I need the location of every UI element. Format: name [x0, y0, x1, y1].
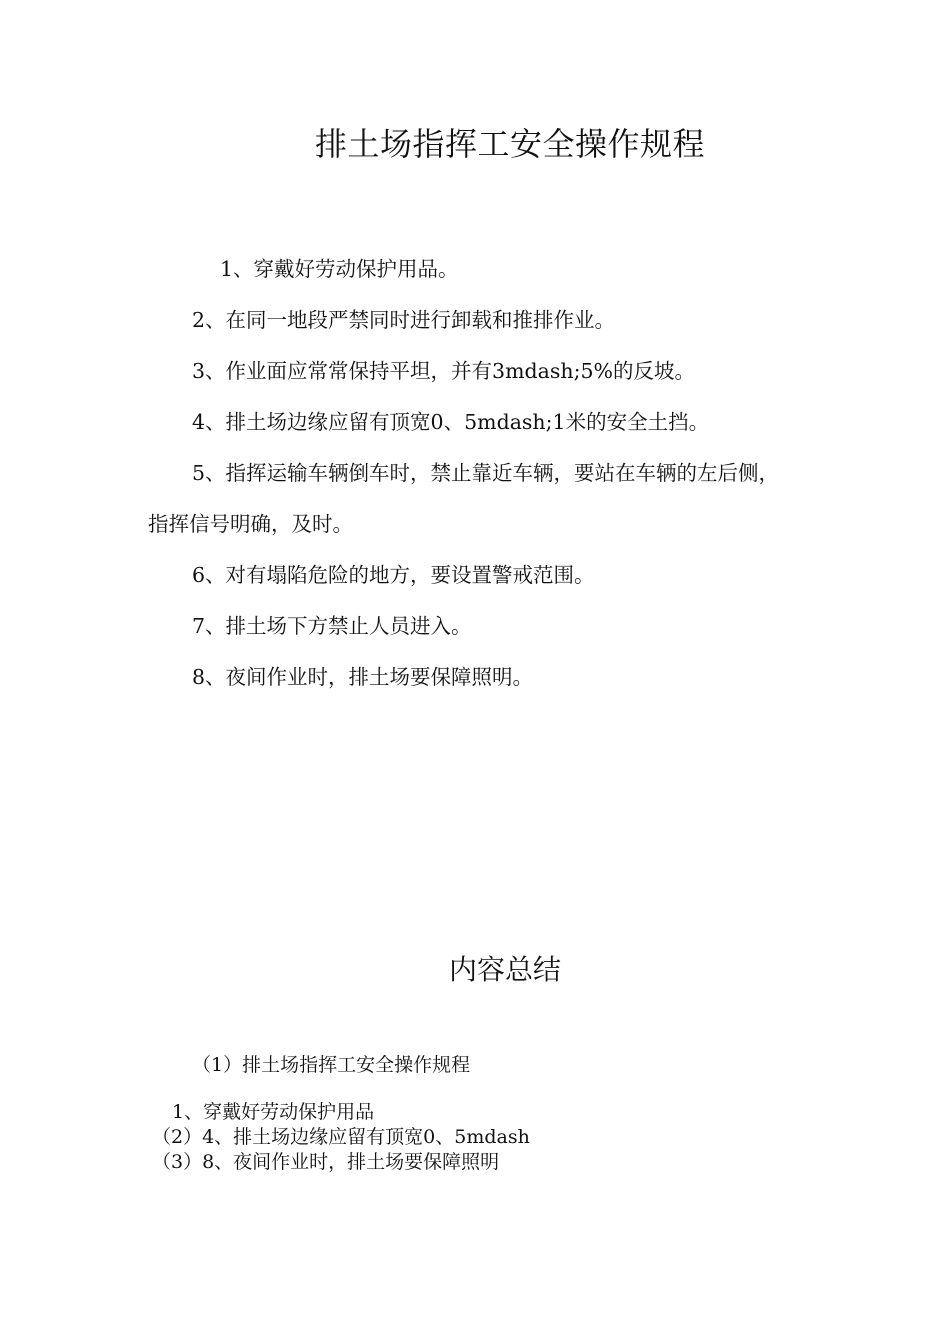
rule-item-1: 1、穿戴好劳动保护用品。	[220, 257, 459, 281]
summary-line-4: （3）8、夜间作业时，排土场要保障照明	[152, 1151, 500, 1173]
rules-list	[148, 244, 798, 703]
summary-line-2: 1、穿戴好劳动保护用品	[172, 1101, 375, 1123]
summary-line-3: （2）4、排土场边缘应留有顶宽0、5mdash	[152, 1126, 530, 1148]
rule-item-3: 3、作业面应常常保持平坦，并有3mdash;5%的反坡。	[192, 359, 696, 383]
rule-item-8: 8、夜间作业时，排土场要保障照明。	[192, 665, 534, 689]
rule-item-7: 7、排土场下方禁止人员进入。	[192, 614, 472, 638]
page-title: 排土场指挥工安全操作规程	[314, 125, 705, 163]
rule-item-2: 2、在同一地段严禁同时进行卸载和推排作业。	[192, 308, 616, 332]
summary-line-1: （1）排土场指挥工安全操作规程	[192, 1054, 471, 1076]
summary-title: 内容总结	[448, 953, 561, 986]
rule-item-4: 4、排土场边缘应留有顶宽0、5mdash;1米的安全土挡。	[192, 410, 710, 434]
rule-item-5: 5、指挥运输车辆倒车时，禁止靠近车辆，要站在车辆的左后侧，指挥信号明确，及时。	[148, 461, 780, 536]
rule-item-6: 6、对有塌陷危险的地方，要设置警戒范围。	[192, 563, 595, 587]
